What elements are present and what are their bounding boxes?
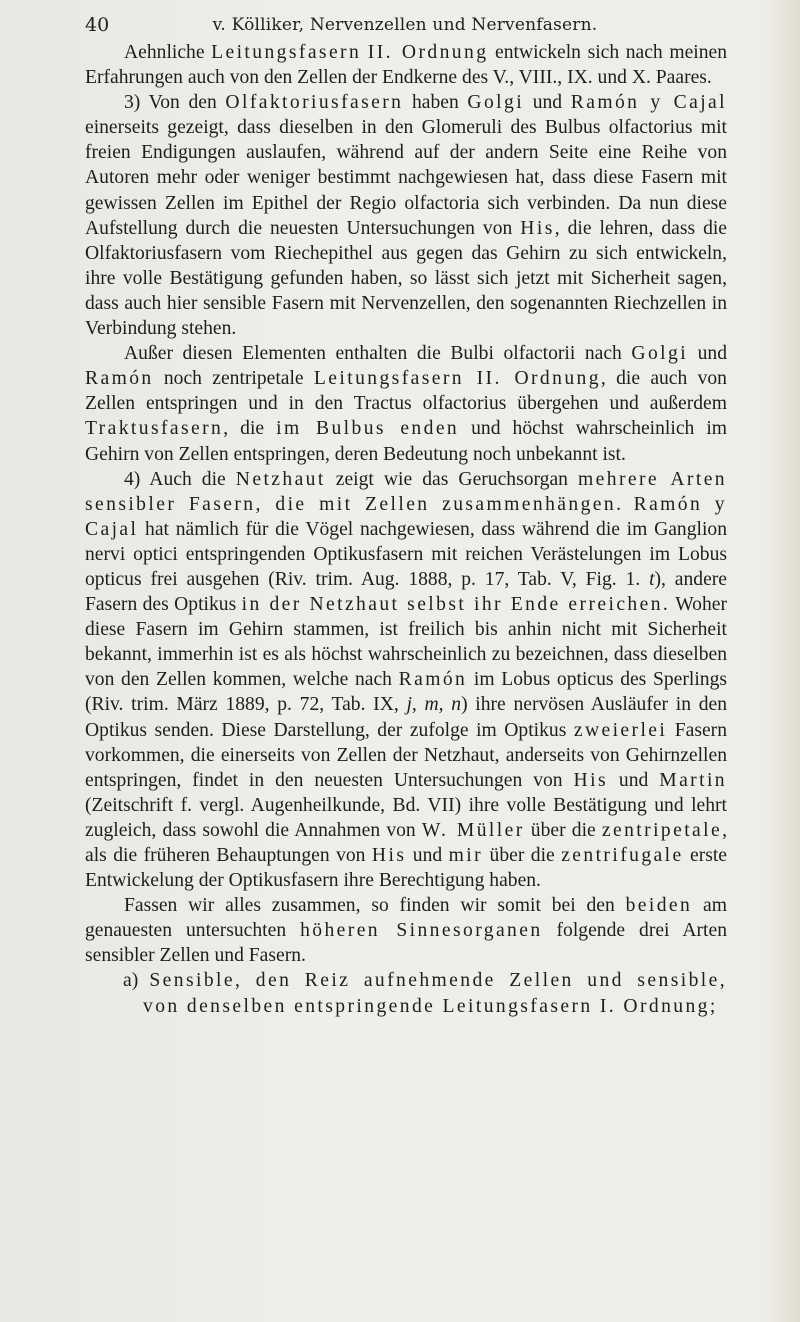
text-run: Fassen wir alles zusammen, so finden wir somit bei den <box>124 895 626 917</box>
text-run: , die <box>223 418 277 440</box>
text-run: im Lobus opticus des Sperlings (Riv. trim. März 1889, p. 72, Tab. IX, <box>85 669 727 716</box>
text-run: Außer diesen Elementen enthalten die Bulbi olfactorii nach <box>124 343 632 365</box>
text-run: am genauesten untersuchten <box>85 895 727 942</box>
text-run: ) ihre nervösen Ausläufer in den Optikus senden. Diese Darstellung, der zufolge im Optikus <box>85 694 727 741</box>
text-run: Fasern vorkommen, die einerseits von Zellen der Netzhaut, anderseits von Gehirnzellen entspringen, findet in den neuesten Untersuchungen von <box>85 719 727 791</box>
spaced-emphasis: mehrere Arten sensibler Fasern, die mit Zellen zusammenhängen. <box>85 468 727 515</box>
text-run: (Zeitschrift f. vergl. Augenheilkunde, Bd. VII) ihre volle Bestätigung und lehrt zugleich, dass sowohl die Annahmen von <box>85 794 727 841</box>
spaced-emphasis: His <box>573 769 608 791</box>
page-header <box>85 14 725 36</box>
page-edge-shadow <box>764 0 800 1322</box>
text-run: und <box>406 845 449 866</box>
text-run: zeigt wie das Geruchsorgan <box>325 468 579 490</box>
spaced-emphasis: Traktusfasern <box>85 418 224 440</box>
italic-text: t <box>649 568 655 590</box>
text-run: hat nämlich für die Vögel nachgewiesen, dass während die im Ganglion nervi optici entspringenden Optikusfasern mit reichen Verästelungen im Lobus opticus frei ausgehen (Riv. trim. Aug. 1888, p. 17, Tab. V, Fig. 1. <box>85 518 727 590</box>
spaced-emphasis: mir <box>448 845 484 866</box>
running-title: v. Kölliker, Nervenzellen und Nervenfasern. <box>212 15 598 35</box>
spaced-emphasis: W. Müller <box>421 819 525 841</box>
spaced-emphasis: Golgi <box>467 92 525 114</box>
page-number: 40 <box>85 14 110 36</box>
spaced-emphasis: Ramón <box>85 368 154 390</box>
spaced-emphasis: Ramón y Cajal <box>85 493 727 540</box>
text-run: haben <box>403 92 468 114</box>
text-run: noch zentripetale <box>153 368 314 390</box>
text-run: und <box>524 92 571 114</box>
spaced-emphasis: Leitungsfasern <box>211 42 362 63</box>
spaced-emphasis: Leitungsfasern II. Ordnung <box>313 368 601 390</box>
paragraph <box>85 40 727 90</box>
spaced-emphasis: beiden <box>625 895 693 917</box>
spaced-emphasis: II. Ordnung <box>367 42 489 63</box>
text-run: Woher diese Fasern im Gehirn stammen, ist freilich bis anhin nicht mit Sicherheit bekannt, immerhin ist es als höchst wahrscheinlich zu bezeichnen, dass dieselben von den Zellen kommen, welche nach <box>85 594 727 691</box>
text-run: folgende drei Arten sensibler Zellen und Fasern. <box>85 920 727 967</box>
text-run <box>361 42 368 63</box>
text-run: und <box>688 343 727 365</box>
spaced-emphasis: Sensible, den Reiz aufnehmende Zellen und sensible, von denselben entspringende Leitungsfasern I. Ordnung <box>143 970 728 1017</box>
italic-text: j, m, n <box>406 694 462 716</box>
text-run: , die lehren, dass die Olfaktoriusfasern vom Riechepithel aus gegen das Gehirn zu sich entwickeln, ihre volle Bestätigung gefunden haben, so lässt sich jetzt mit Sicherheit sagen, dass auch hier sensible Fasern mit Nervenzellen, den sogenannten Riechzellen in Verbindung stehen. <box>85 217 728 340</box>
paragraph <box>85 90 727 341</box>
text-run: entwickeln sich nach meinen Erfahrungen auch von den Zellen der Endkerne des V., VIII., IX. und X. Paares. <box>85 42 728 89</box>
spaced-emphasis: in der Netzhaut selbst ihr Ende erreichen. <box>241 594 671 616</box>
text-run: erste Entwickelung der Optikusfasern ihre Berechtigung haben. <box>85 845 728 892</box>
text-run: ), andere Fasern des Optikus <box>85 568 727 616</box>
spaced-emphasis: zentripetale <box>601 819 723 841</box>
text-run: ; <box>709 995 716 1017</box>
spaced-emphasis: Ramón y Cajal <box>570 92 727 114</box>
spaced-emphasis: im Bulbus enden <box>276 418 460 440</box>
spaced-emphasis: Golgi <box>631 343 689 365</box>
text-run: einerseits gezeigt, dass dieselben in den Glomeruli des Bulbus olfactorius mit freien Endigungen auslaufen, während auf der andern Seite eine Reihe von Autoren mehr oder weniger bestimmt nachgewiesen hat, dass diese Fasern mit gewissen Zellen im Epithel der Regio olfactoria sich verbinden. Da nun diese Aufstellung durch die neuesten Untersuchungen von <box>85 117 727 239</box>
text-run: über die <box>483 845 562 866</box>
list-item <box>85 968 727 1018</box>
text-run: 3) Von den <box>124 92 226 114</box>
body-text <box>85 40 727 1019</box>
spaced-emphasis: Olfaktoriusfasern <box>225 92 404 114</box>
text-run <box>623 494 633 515</box>
spaced-emphasis: His <box>520 217 555 239</box>
text-run: und <box>607 769 660 791</box>
spaced-emphasis: His <box>371 845 407 866</box>
text-run: 4) Auch die <box>124 468 236 490</box>
text-run: über die <box>524 819 602 841</box>
spaced-emphasis: zentrifugale <box>561 845 684 866</box>
text-run: a) <box>123 970 150 992</box>
text-run: , die auch von Zellen entspringen und in den Tractus olfactorius übergehen und außerdem <box>85 368 727 415</box>
text-run: , als die früheren Behauptungen von <box>85 819 728 866</box>
paragraph <box>85 341 727 466</box>
spaced-emphasis: Martin <box>659 769 727 791</box>
spaced-emphasis: höheren Sinnesorganen <box>300 920 543 942</box>
spaced-emphasis: Ramón <box>398 669 468 691</box>
spaced-emphasis: zweierlei <box>573 719 668 741</box>
spaced-emphasis: Netzhaut <box>235 468 326 490</box>
text-run: und höchst wahrscheinlich im Gehirn von Zellen entspringen, deren Bedeutung noch unbekannt ist. <box>85 418 728 465</box>
paragraph <box>85 893 727 968</box>
text-run: Aehnliche <box>124 42 212 63</box>
paragraph <box>85 467 727 894</box>
